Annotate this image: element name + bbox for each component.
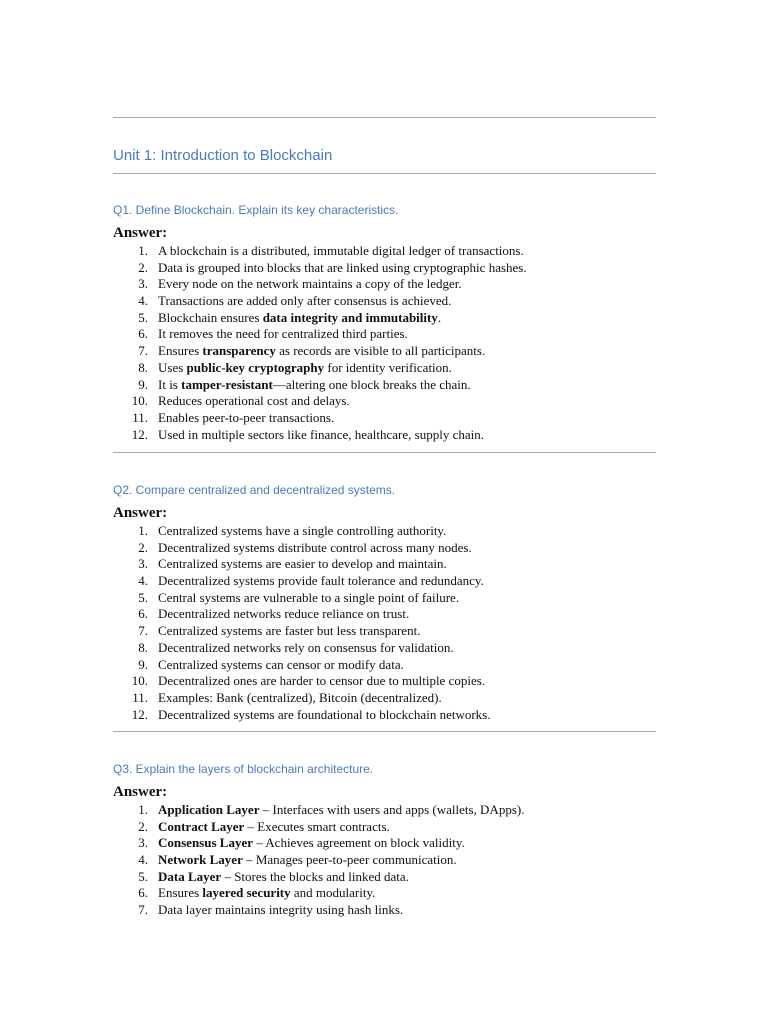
answer-label: Answer: <box>113 784 168 800</box>
list-item-text <box>158 523 446 540</box>
list-item-text <box>158 393 350 410</box>
text-run: Decentralized systems provide fault tolerance and redundancy. <box>158 573 484 589</box>
list-item <box>113 885 656 902</box>
list-item-number: 12. <box>131 706 148 722</box>
list-item-text <box>158 606 409 623</box>
text-run: Centralized systems are easier to develop and maintain. <box>158 556 447 572</box>
text-run: It removes the need for centralized third parties. <box>158 326 408 342</box>
list-item-number: 4. <box>138 293 148 309</box>
bold-term: transparency <box>202 343 276 359</box>
list-item-text <box>158 623 420 640</box>
list-item <box>113 377 656 394</box>
list-item-number: 12. <box>131 426 148 442</box>
text-run: Centralized systems are faster but less transparent. <box>158 623 421 639</box>
bold-term: layered security <box>202 885 291 901</box>
list-item <box>113 427 656 444</box>
list-item <box>113 276 656 293</box>
list-item <box>113 802 656 819</box>
list-item-text <box>158 885 375 902</box>
list-item-number: 7. <box>138 343 148 359</box>
text-run: It is <box>158 376 182 392</box>
text-run: – Manages peer-to-peer communication. <box>242 852 457 868</box>
list-item <box>113 326 656 343</box>
list-item-number: 8. <box>138 359 148 375</box>
list-item-text <box>158 690 442 707</box>
list-item-text <box>158 276 462 293</box>
bold-term: Application Layer <box>158 802 260 817</box>
list-item <box>113 556 656 573</box>
text-run: Uses <box>158 359 187 375</box>
list-item <box>113 852 656 869</box>
list-item <box>113 640 656 657</box>
list-item-text <box>158 310 441 327</box>
question-title: Q3. Explain the layers of blockchain architecture. <box>113 762 374 776</box>
list-item-text <box>158 410 334 427</box>
text-run: Ensures <box>158 885 203 901</box>
list-item <box>113 590 656 607</box>
list-item-text <box>158 360 452 377</box>
text-run: Examples: Bank (centralized), Bitcoin (decentralized). <box>158 689 442 705</box>
bold-term: Consensus Layer <box>158 835 253 851</box>
text-run: Blockchain ensures <box>158 309 263 325</box>
list-item <box>113 657 656 674</box>
question-title: Q2. Compare centralized and decentralized systems. <box>113 483 396 497</box>
list-item <box>113 310 656 327</box>
list-item-number: 3. <box>138 276 148 292</box>
text-run: —altering one block breaks the chain. <box>272 376 471 392</box>
list-item-text <box>158 540 472 557</box>
list-item-text <box>158 902 403 919</box>
question-section-3 <box>113 759 656 919</box>
list-item-number: 3. <box>138 835 148 851</box>
list-item <box>113 707 656 724</box>
bold-term: data integrity and immutability <box>262 309 438 325</box>
bold-term: Contract Layer <box>158 818 245 834</box>
text-run: for identity verification. <box>324 359 452 375</box>
list-item-number: 9. <box>138 376 148 392</box>
list-item-number: 11. <box>132 689 148 705</box>
text-run: – Achieves agreement on block validity. <box>253 835 465 851</box>
list-item-number: 1. <box>138 523 148 538</box>
list-item <box>113 673 656 690</box>
list-item <box>113 293 656 310</box>
text-run: Data is grouped into blocks that are linked using cryptographic hashes. <box>158 259 527 275</box>
text-run: A blockchain is a distributed, immutable digital ledger of transactions. <box>158 243 524 258</box>
bold-term: Data Layer <box>158 868 222 884</box>
bold-term: public-key cryptography <box>186 359 325 375</box>
text-run: Used in multiple sectors like finance, healthcare, supply chain. <box>158 426 484 442</box>
text-run: Enables peer-to-peer transactions. <box>158 409 335 425</box>
text-run: Decentralized ones are harder to censor due to multiple copies. <box>158 673 486 689</box>
text-run: and modularity. <box>290 885 376 901</box>
answer-list <box>113 523 656 723</box>
text-run: Centralized systems can censor or modify data. <box>158 656 404 672</box>
list-item <box>113 902 656 919</box>
list-item <box>113 573 656 590</box>
text-run: as records are visible to all participants. <box>275 343 486 359</box>
text-run: Decentralized systems are foundational to blockchain networks. <box>158 706 491 722</box>
text-run: Reduces operational cost and delays. <box>158 393 350 409</box>
list-item-number: 9. <box>138 656 148 672</box>
list-item-number: 4. <box>138 852 148 868</box>
list-item-number: 4. <box>138 573 148 589</box>
text-run: Decentralized systems distribute control across many nodes. <box>158 539 472 555</box>
list-item <box>113 260 656 277</box>
list-item <box>113 540 656 557</box>
list-item-number: 3. <box>138 556 148 572</box>
text-run: – Executes smart contracts. <box>244 818 390 834</box>
text-run: Every node on the network maintains a copy of the ledger. <box>158 276 462 292</box>
list-item-text <box>158 377 471 394</box>
list-item <box>113 606 656 623</box>
list-item-number: 5. <box>138 589 148 605</box>
list-item-number: 8. <box>138 639 148 655</box>
bold-term: tamper-resistant <box>181 376 273 392</box>
text-run: Decentralized networks rely on consensus for validation. <box>158 639 454 655</box>
list-item <box>113 523 656 540</box>
list-item-text <box>158 707 490 724</box>
list-item-text <box>158 673 485 690</box>
list-item-text <box>158 640 454 657</box>
list-item <box>113 360 656 377</box>
list-item-text <box>158 293 451 310</box>
list-item <box>113 623 656 640</box>
answer-label: Answer: <box>113 225 168 241</box>
list-item-text <box>158 427 484 444</box>
text-run: Decentralized networks reduce reliance on trust. <box>158 606 410 622</box>
answer-label: Answer: <box>113 505 168 521</box>
list-item-text <box>158 573 484 590</box>
text-run: Data layer maintains integrity using hash links. <box>158 902 404 918</box>
list-item-text <box>158 326 408 343</box>
list-item-number: 6. <box>138 606 148 622</box>
list-item-text <box>158 343 485 360</box>
list-item <box>113 690 656 707</box>
list-item-number: 6. <box>138 885 148 901</box>
list-item-text <box>158 835 465 852</box>
list-item <box>113 393 656 410</box>
list-item-text <box>158 819 390 836</box>
top-divider <box>113 117 656 118</box>
list-item <box>113 835 656 852</box>
list-item-text <box>158 657 404 674</box>
list-item-number: 11. <box>132 409 148 425</box>
bold-term: Network Layer <box>158 852 243 868</box>
text-run: – Interfaces with users and apps (wallets, DApps). <box>259 802 525 817</box>
question-title: Q1. Define Blockchain. Explain its key characteristics. <box>113 203 399 217</box>
list-item-number: 1. <box>138 802 148 817</box>
list-item <box>113 819 656 836</box>
list-item-number: 1. <box>138 243 148 258</box>
question-section-1 <box>113 200 656 443</box>
section-divider <box>113 452 656 453</box>
list-item <box>113 410 656 427</box>
answer-list <box>113 802 656 919</box>
list-item-text <box>158 243 524 260</box>
list-item-number: 2. <box>138 259 148 275</box>
list-item-number: 10. <box>131 393 148 409</box>
answer-list <box>113 243 656 443</box>
list-item-text <box>158 802 524 819</box>
list-item-number: 5. <box>138 309 148 325</box>
list-item-text <box>158 590 459 607</box>
text-run: . <box>437 309 442 325</box>
list-item-number: 10. <box>131 673 148 689</box>
list-item-number: 5. <box>138 868 148 884</box>
list-item <box>113 243 656 260</box>
list-item-number: 6. <box>138 326 148 342</box>
text-run: Transactions are added only after consensus is achieved. <box>158 293 452 309</box>
list-item-text <box>158 260 527 277</box>
question-section-2 <box>113 480 656 723</box>
list-item-text <box>158 852 457 869</box>
list-item-number: 2. <box>138 818 148 834</box>
list-item <box>113 869 656 886</box>
text-run: Central systems are vulnerable to a single point of failure. <box>158 589 460 605</box>
unit-title-divider <box>113 173 656 174</box>
list-item-number: 7. <box>138 902 148 918</box>
text-run: – Stores the blocks and linked data. <box>221 868 409 884</box>
list-item-number: 2. <box>138 539 148 555</box>
unit-title: Unit 1: Introduction to Blockchain <box>113 147 333 164</box>
list-item-number: 7. <box>138 623 148 639</box>
text-run: Centralized systems have a single controlling authority. <box>158 523 447 538</box>
section-divider <box>113 731 656 732</box>
list-item <box>113 343 656 360</box>
list-item-text <box>158 556 447 573</box>
list-item-text <box>158 869 409 886</box>
text-run: Ensures <box>158 343 203 359</box>
